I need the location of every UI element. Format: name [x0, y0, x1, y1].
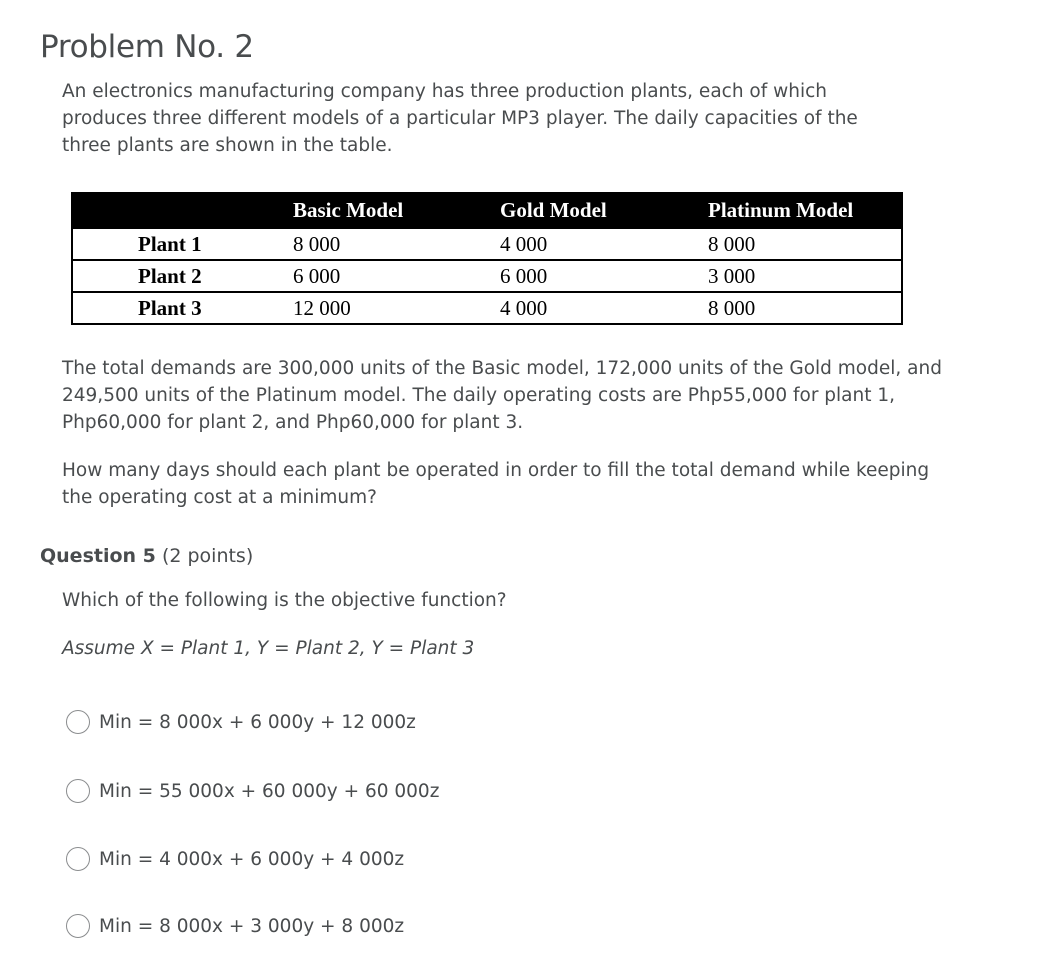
table-row — [72, 228, 902, 260]
table-header-row — [72, 193, 902, 228]
table-header-cell: Gold Model — [500, 193, 708, 228]
table-cell: 8 000 — [708, 228, 902, 260]
table-row — [72, 292, 902, 324]
answer-option-label: Min = 8 000x + 3 000y + 8 000z — [99, 915, 405, 937]
radio-button[interactable] — [66, 847, 90, 871]
answer-option-label: Min = 4 000x + 6 000y + 4 000z — [99, 848, 405, 870]
radio-button[interactable] — [66, 914, 90, 938]
problem-title: Problem No. 2 — [40, 28, 254, 65]
question-heading — [40, 545, 253, 567]
table-cell: 6 000 — [293, 260, 500, 292]
answer-option-4[interactable] — [66, 914, 404, 938]
problem-question: How many days should each plant be operated in order to fill the total demand while keeping the operating cost at a minimum? — [62, 460, 930, 508]
table-header-cell: Platinum Model — [708, 193, 902, 228]
question-assumption: Assume X = Plant 1, Y = Plant 2, Y = Plant 3 — [62, 638, 475, 659]
table-cell: Plant 2 — [72, 260, 293, 292]
demand-paragraph: The total demands are 300,000 units of the Basic model, 172,000 units of the Gold model, and 249,500 units of the Platinum model. The daily operating costs are Php55,000 for plant 1, Php60,000 for plant 2, and Php60,000 for plant 3. — [62, 358, 942, 433]
table-cell: 8 000 — [708, 292, 902, 324]
table-row — [72, 260, 902, 292]
table-cell: 4 000 — [500, 228, 708, 260]
answer-option-3[interactable] — [66, 847, 404, 871]
table-cell: Plant 1 — [72, 228, 293, 260]
question-points: (2 points) — [161, 545, 254, 567]
table-cell: 6 000 — [500, 260, 708, 292]
table-header-cell — [72, 193, 293, 228]
answer-option-label: Min = 55 000x + 60 000y + 60 000z — [99, 780, 440, 802]
radio-button[interactable] — [66, 779, 90, 803]
table-cell: Plant 3 — [72, 292, 293, 324]
table-cell: 4 000 — [500, 292, 708, 324]
question-prompt: Which of the following is the objective function? — [62, 590, 507, 611]
table-cell: 12 000 — [293, 292, 500, 324]
table-header-cell: Basic Model — [293, 193, 500, 228]
radio-button[interactable] — [66, 710, 90, 734]
question-number: Question 5 — [40, 545, 156, 567]
table-cell: 3 000 — [708, 260, 902, 292]
answer-option-label: Min = 8 000x + 6 000y + 12 000z — [99, 711, 416, 733]
table-cell: 8 000 — [293, 228, 500, 260]
capacity-table — [71, 192, 903, 325]
answer-option-1[interactable] — [66, 710, 416, 734]
answer-option-2[interactable] — [66, 779, 439, 803]
problem-intro: An electronics manufacturing company has three production plants, each of which produces three different models of a particular MP3 player. The daily capacities of the three plants are shown in the table. — [62, 81, 858, 156]
